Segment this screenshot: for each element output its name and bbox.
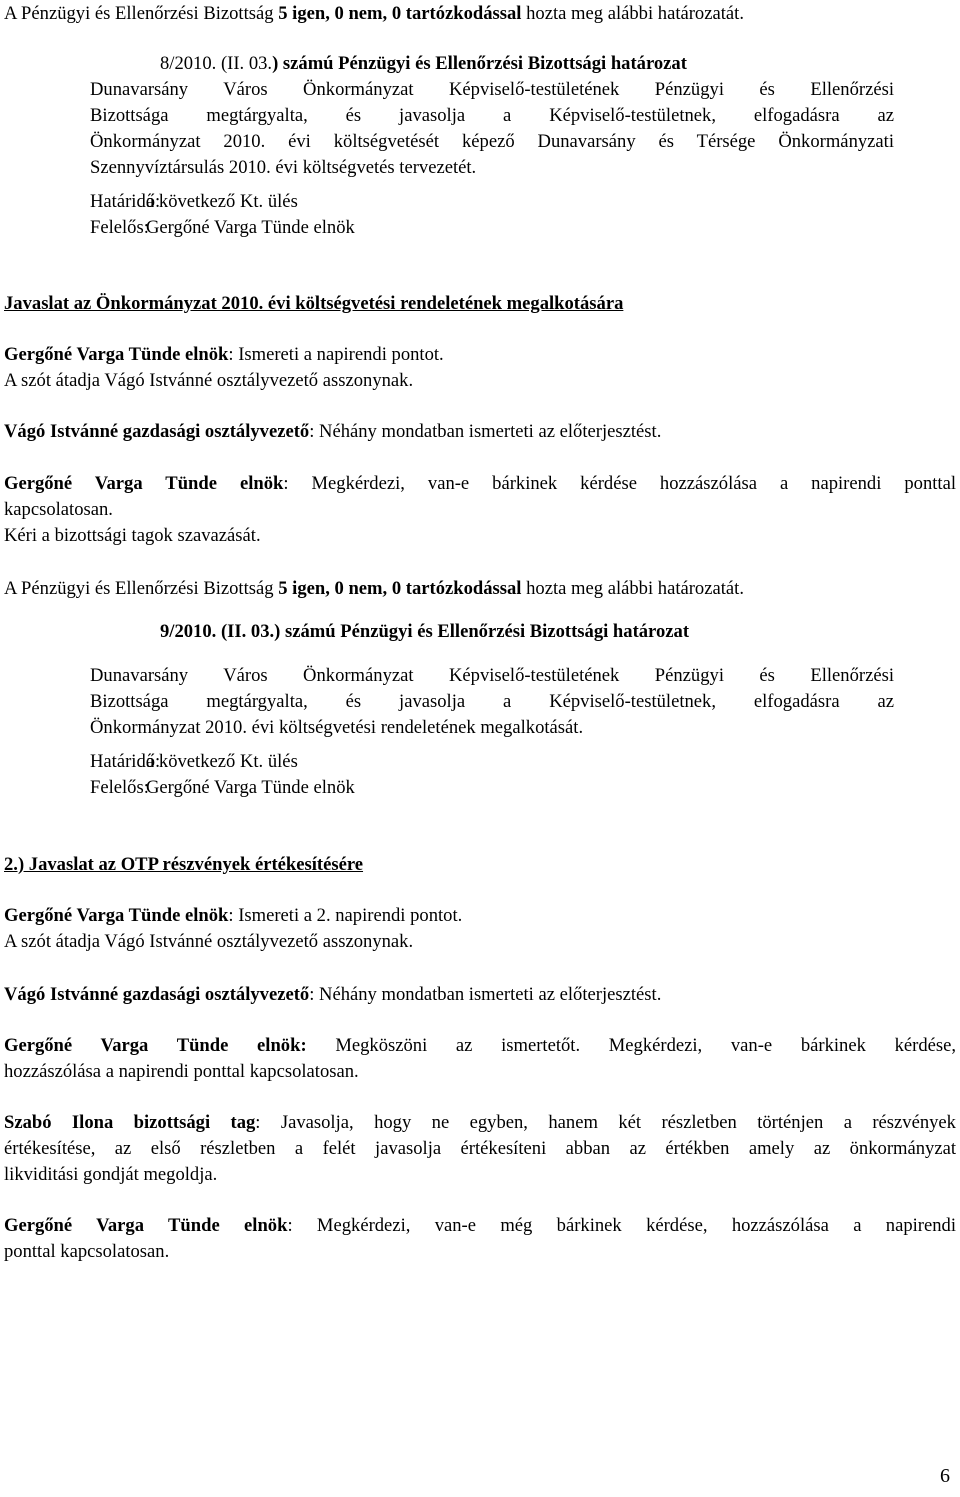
deadline-label-2: Határidő:: [90, 751, 161, 772]
paragraph-member-1-line-2: értékesítése, az első részletben a felét javasolja értékesíteni abban az értékben amely az önkormányzat: [4, 1138, 956, 1159]
responsible-value-1: Gergőné Varga Tünde elnök: [146, 217, 355, 238]
paragraph-chair-2-line-2: kapcsolatosan.: [4, 499, 113, 520]
paragraph-member-1-line-3: likviditási gondját megoldja.: [4, 1164, 218, 1185]
paragraph-head-of-dept-2: Vágó Istvánné gazdasági osztályvezető: Néhány mondatban ismerteti az előterjesztést.: [4, 984, 662, 1005]
responsible-value-2: Gergőné Varga Tünde elnök: [146, 777, 355, 798]
resolution-body-1-line-4: Szennyvíztársulás 2010. évi költségvetés tervezetét.: [90, 157, 477, 178]
deadline-value-2: a következő Kt. ülés: [146, 751, 298, 772]
agenda-heading-1: Javaslat az Önkormányzat 2010. évi költségvetési rendeletének megalkotására: [4, 293, 624, 314]
paragraph-member-1: Szabó Ilona bizottsági tag: Javasolja, hogy ne egyben, hanem két részletben történjen a részvények: [4, 1112, 956, 1133]
paragraph-chair-4: Gergőné Varga Tünde elnök: Megköszöni az ismertetőt. Megkérdezi, van-e bárkinek kérdése,: [4, 1035, 957, 1056]
paragraph-chair-5: Gergőné Varga Tünde elnök: Megkérdezi, van-e még bárkinek kérdése, hozzászólása a napirendi: [4, 1215, 957, 1236]
agenda-heading-2: 2.) Javaslat az OTP részvények értékesítésére: [4, 854, 364, 875]
resolution-body-1-line-3: Önkormányzat 2010. évi költségvetését képező Dunavarsány és Térsége Önkormányzati: [90, 131, 894, 152]
page-number: 6: [940, 1465, 950, 1487]
responsible-label-2: Felelős:: [90, 777, 149, 798]
vote-statement-1: A Pénzügyi és Ellenőrzési Bizottság 5 igen, 0 nem, 0 tartózkodással hozta meg alábbi határozatát.: [4, 3, 744, 24]
paragraph-chair-3: Gergőné Varga Tünde elnök: Ismereti a 2. napirendi pontot.: [4, 905, 463, 926]
resolution-title-2: 9/2010. (II. 03.) számú Pénzügyi és Ellenőrzési Bizottsági határozat: [160, 621, 690, 642]
resolution-body-2-line-3: Önkormányzat 2010. évi költségvetési rendeletének megalkotását.: [90, 717, 584, 738]
resolution-body-1-line-1: Dunavarsány Város Önkormányzat Képviselő-testületének Pénzügyi és Ellenőrzési: [90, 79, 894, 100]
resolution-body-2-line-2: Bizottsága megtárgyalta, és javasolja a Képviselő-testületnek, elfogadásra az: [90, 691, 894, 712]
vote-statement-2: A Pénzügyi és Ellenőrzési Bizottság 5 igen, 0 nem, 0 tartózkodással hozta meg alábbi határozatát.: [4, 578, 744, 599]
paragraph-chair-1: Gergőné Varga Tünde elnök: Ismereti a napirendi pontot.: [4, 344, 444, 365]
responsible-label-1: Felelős:: [90, 217, 149, 238]
paragraph-chair-2-line-3: Kéri a bizottsági tagok szavazását.: [4, 525, 261, 546]
paragraph-head-of-dept-1: Vágó Istvánné gazdasági osztályvezető: Néhány mondatban ismerteti az előterjesztést.: [4, 421, 662, 442]
resolution-body-1-line-2: Bizottsága megtárgyalta, és javasolja a Képviselő-testületnek, elfogadásra az: [90, 105, 894, 126]
paragraph-chair-1-line-2: A szót átadja Vágó Istvánné osztályvezető asszonynak.: [4, 370, 414, 391]
paragraph-chair-4-line-2: hozzászólása a napirendi ponttal kapcsolatosan.: [4, 1061, 359, 1082]
paragraph-chair-2: Gergőné Varga Tünde elnök: Megkérdezi, van-e bárkinek kérdése hozzászólása a napirendi ponttal: [4, 473, 956, 494]
resolution-title-1: 8/2010. (II. 03.) számú Pénzügyi és Ellenőrzési Bizottsági határozat: [160, 53, 687, 74]
paragraph-chair-3-line-2: A szót átadja Vágó Istvánné osztályvezető asszonynak.: [4, 931, 414, 952]
resolution-body-2-line-1: Dunavarsány Város Önkormányzat Képviselő-testületének Pénzügyi és Ellenőrzési: [90, 665, 894, 686]
deadline-label-1: Határidő:: [90, 191, 161, 212]
paragraph-chair-5-line-2: ponttal kapcsolatosan.: [4, 1241, 170, 1262]
deadline-value-1: a következő Kt. ülés: [146, 191, 298, 212]
